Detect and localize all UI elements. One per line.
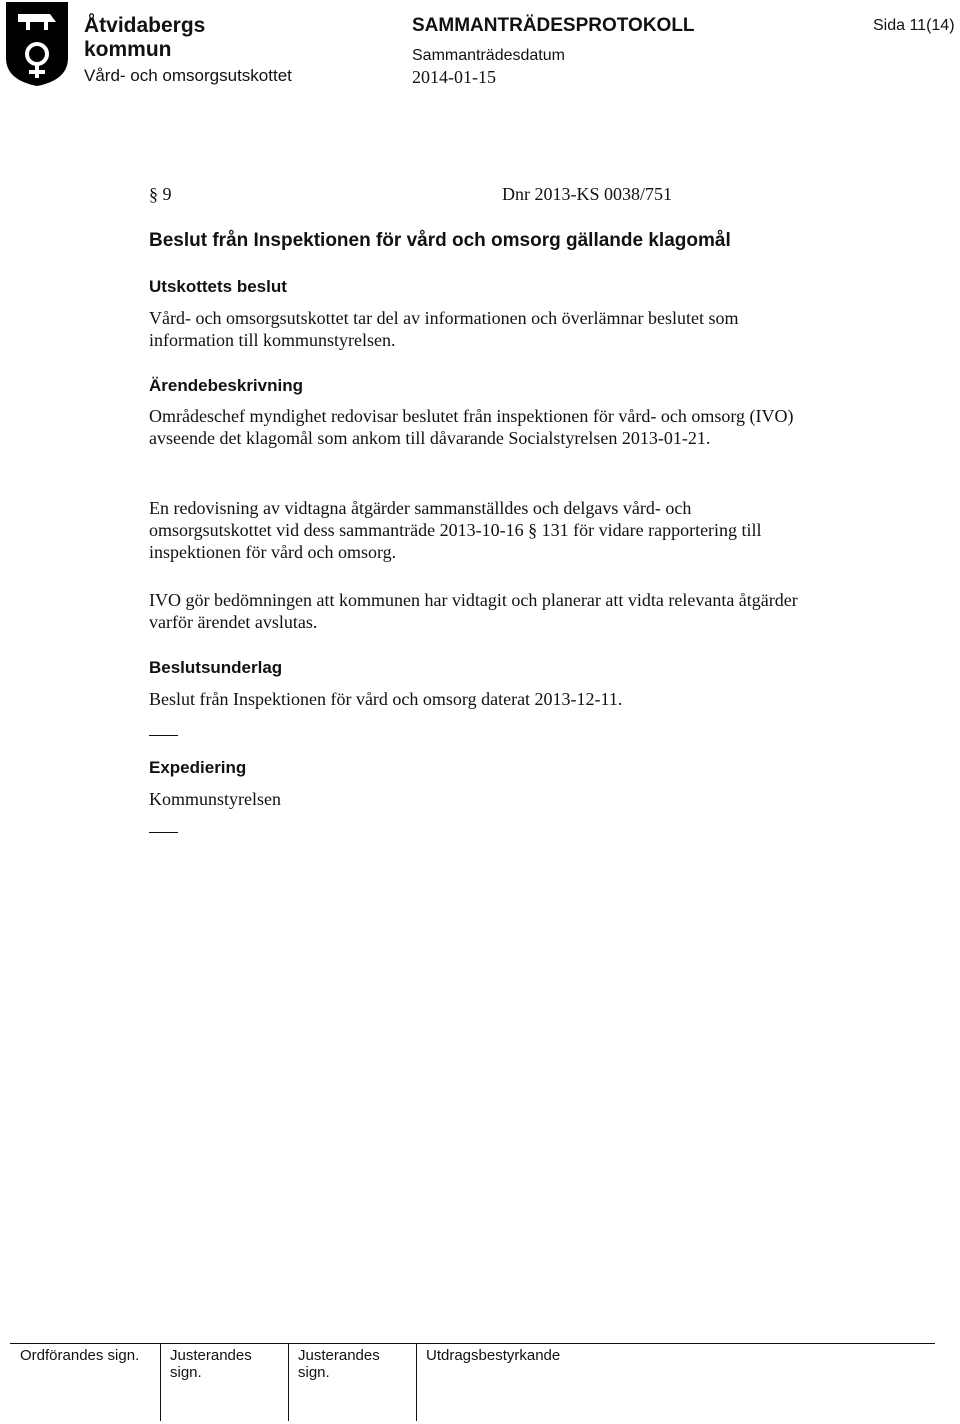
paragraph-header [149, 181, 709, 207]
adjuster-signature-box-2: Justerandes sign. [298, 1347, 380, 1381]
meeting-date-value: 2014-01-15 [412, 67, 496, 87]
case-number: Dnr 2013-KS 0038/751 [502, 184, 672, 204]
description-paragraph-2: En redovisning av vidtagna åtgärder sammanställdes och delgavs vård- och omsorgsutskottet vid dess sammanträde 2013-10-16 § 131 för vidare rapportering till inspektionen för vård och omsorg. [149, 498, 762, 562]
org-name: Åtvidabergs kommun [84, 14, 206, 61]
footer-divider [288, 1343, 289, 1421]
basis-heading: Beslutsunderlag [149, 658, 283, 677]
footer-rule [10, 1343, 935, 1344]
decision-text: Vård- och omsorgsutskottet tar del av informationen och överlämnar beslutet som information till kommunstyrelsen. [149, 308, 739, 350]
dispatch-heading: Expediering [149, 758, 247, 777]
description-paragraph-1: Områdeschef myndighet redovisar beslutet från inspektionen för vård- och omsorg (IVO) avseende det klagomål som ankom till dåvarande Socialstyrelsen 2013-01-21. [149, 406, 794, 448]
footer-divider [416, 1343, 417, 1421]
certifier-box: Utdragsbestyrkande [426, 1347, 561, 1364]
decision-heading: Utskottets beslut [149, 277, 287, 296]
footer-divider [160, 1343, 161, 1421]
coat-of-arms-icon [4, 0, 70, 88]
adjuster-signature-box-1: Justerandes sign. [170, 1347, 252, 1381]
chair-signature-box: Ordförandes sign. [20, 1347, 140, 1364]
basis-text: Beslut från Inspektionen för vård och omsorg daterat 2013-12-11. [149, 689, 623, 709]
document-type: SAMMANTRÄDESPROTOKOLL [412, 15, 695, 36]
description-paragraph-3: IVO gör bedömningen att kommunen har vidtagit och planerar att vidta relevanta åtgärder varför ärendet avslutas. [149, 590, 798, 632]
separator-line [149, 832, 178, 833]
page-number: Sida 11(14) [873, 17, 955, 34]
org-unit: Vård- och omsorgsutskottet [84, 66, 292, 85]
meeting-date-label: Sammanträdesdatum [412, 47, 565, 64]
item-title: Beslut från Inspektionen för vård och omsorg gällande klagomål [149, 230, 731, 251]
paragraph-number: § 9 [149, 184, 172, 204]
dispatch-text: Kommunstyrelsen [149, 789, 281, 809]
description-heading: Ärendebeskrivning [149, 376, 303, 395]
separator-line [149, 735, 178, 736]
